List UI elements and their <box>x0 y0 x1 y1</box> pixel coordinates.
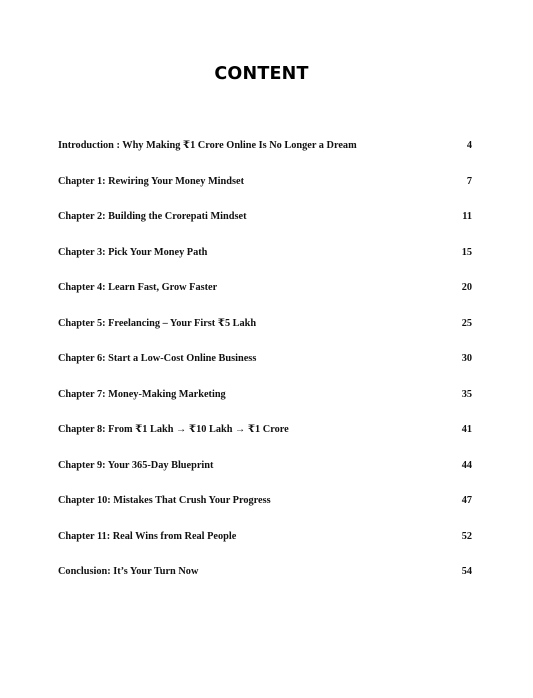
toc-entry-title: Chapter 1: Rewiring Your Money Mindset <box>58 175 245 187</box>
toc-entry-page-number: 20 <box>461 282 472 293</box>
toc-entry-title: Chapter 3: Pick Your Money Path <box>58 246 208 258</box>
toc-entry-page-number: 41 <box>461 424 472 435</box>
toc-entry-page-number: 35 <box>461 388 472 400</box>
toc-entry <box>58 208 472 244</box>
toc-entry-page-number: 15 <box>461 246 472 258</box>
toc-entry <box>58 244 472 280</box>
toc-entry <box>58 492 472 528</box>
toc-entry-title: Chapter 2: Building the Crorepati Mindset <box>58 211 247 222</box>
toc-entry-page-number: 54 <box>461 566 472 577</box>
table-of-contents <box>58 137 472 599</box>
toc-entry <box>58 457 472 493</box>
toc-entry <box>58 279 472 315</box>
toc-entry-title: Chapter 8: From ₹1 Lakh → ₹10 Lakh → ₹1 Crore <box>58 424 289 435</box>
toc-entry-page-number: 52 <box>461 530 472 542</box>
toc-entry-title: Chapter 7: Money-Making Marketing <box>58 388 226 400</box>
toc-entry <box>58 386 472 422</box>
toc-entry <box>58 421 472 457</box>
toc-entry <box>58 528 472 564</box>
page-title: CONTENT <box>214 64 309 84</box>
toc-entry-title: Chapter 5: Freelancing – Your First ₹5 Lakh <box>58 317 257 329</box>
toc-entry-page-number: 4 <box>466 140 472 151</box>
toc-entry-page-number: 7 <box>466 175 472 187</box>
toc-entry-title: Chapter 6: Start a Low-Cost Online Business <box>58 353 257 364</box>
toc-entry <box>58 315 472 351</box>
toc-entry-page-number: 30 <box>461 353 472 364</box>
toc-entry <box>58 563 472 599</box>
toc-entry-title: Conclusion: It’s Your Turn Now <box>58 566 199 577</box>
toc-entry-title: Chapter 11: Real Wins from Real People <box>58 530 237 542</box>
toc-entry <box>58 137 472 173</box>
toc-entry-page-number: 25 <box>461 317 472 329</box>
toc-entry-title: Chapter 9: Your 365-Day Blueprint <box>58 459 214 471</box>
toc-entry <box>58 350 472 386</box>
toc-entry-title: Chapter 10: Mistakes That Crush Your Progress <box>58 495 271 506</box>
toc-entry <box>58 173 472 209</box>
toc-entry-page-number: 44 <box>461 459 472 471</box>
toc-entry-page-number: 11 <box>462 211 472 222</box>
toc-entry-title: Introduction : Why Making ₹1 Crore Online Is No Longer a Dream <box>58 140 357 151</box>
toc-entry-page-number: 47 <box>461 495 472 506</box>
toc-entry-title: Chapter 4: Learn Fast, Grow Faster <box>58 282 218 293</box>
